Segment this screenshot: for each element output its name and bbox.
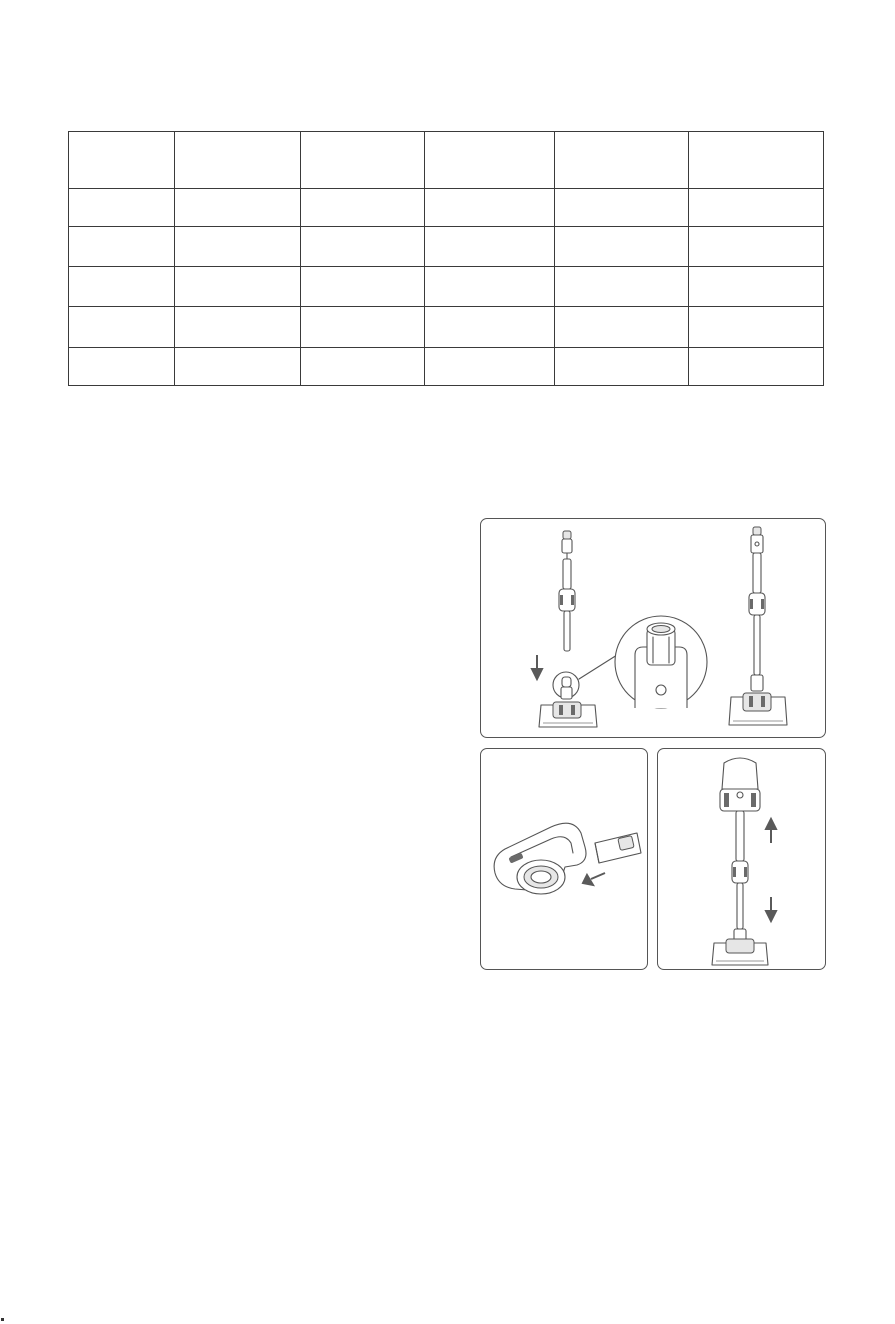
table-cell: [689, 189, 824, 227]
table-cell: [301, 189, 425, 227]
arrow-down-icon: [766, 897, 776, 921]
table-cell: [425, 132, 555, 189]
table-row: [69, 189, 824, 227]
table-cell: [69, 267, 175, 307]
table-cell: [301, 227, 425, 267]
table-cell: [425, 267, 555, 307]
connector-closeup-illustration: [615, 616, 707, 708]
table-row: [69, 348, 824, 386]
table-cell: [69, 132, 175, 189]
print-mark: [1, 1318, 4, 1321]
handheld-vacuum-illustration: [494, 823, 586, 894]
table-cell: [301, 267, 425, 307]
table-cell: [69, 189, 175, 227]
assembly-illustration: [481, 519, 827, 739]
table-cell: [69, 307, 175, 348]
table-cell: [175, 132, 301, 189]
table-cell: [175, 189, 301, 227]
table-cell: [301, 307, 425, 348]
table-cell: [555, 267, 689, 307]
table-cell: [689, 307, 824, 348]
table-cell: [301, 348, 425, 386]
spec-table: [68, 131, 824, 386]
table-cell: [425, 227, 555, 267]
arrow-up-icon: [766, 819, 776, 843]
table-header-row: [69, 132, 824, 189]
table-cell: [425, 348, 555, 386]
table-row: [69, 227, 824, 267]
table-cell: [689, 132, 824, 189]
table-cell: [555, 307, 689, 348]
assembled-stick-vacuum-illustration: [729, 527, 787, 725]
table-cell: [69, 348, 175, 386]
table-cell: [175, 267, 301, 307]
table-cell: [175, 307, 301, 348]
arrow-down-icon: [532, 655, 542, 679]
table-row: [69, 307, 824, 348]
table-cell: [175, 348, 301, 386]
handheld-battery-illustration: [481, 749, 649, 971]
table-cell: [301, 132, 425, 189]
table-cell: [425, 307, 555, 348]
table-cell: [69, 227, 175, 267]
table-cell: [555, 348, 689, 386]
table-cell: [425, 189, 555, 227]
callout-line: [579, 655, 617, 679]
table-cell: [555, 132, 689, 189]
wand-tube-illustration: [559, 531, 575, 651]
stick-adjust-illustration: [658, 749, 827, 971]
table-cell: [555, 227, 689, 267]
assembly-illustration-panel: [480, 518, 826, 738]
table-cell: [689, 227, 824, 267]
arrow-left-icon: [583, 873, 605, 885]
table-row: [69, 267, 824, 307]
table-cell: [555, 189, 689, 227]
floor-brush-illustration: [539, 672, 597, 727]
table-cell: [175, 227, 301, 267]
stick-vacuum-illustration: [712, 758, 768, 965]
table-cell: [689, 267, 824, 307]
table-cell: [689, 348, 824, 386]
battery-pack-illustration: [595, 833, 641, 863]
stick-adjust-panel: [657, 748, 826, 970]
handheld-battery-panel: [480, 748, 648, 970]
